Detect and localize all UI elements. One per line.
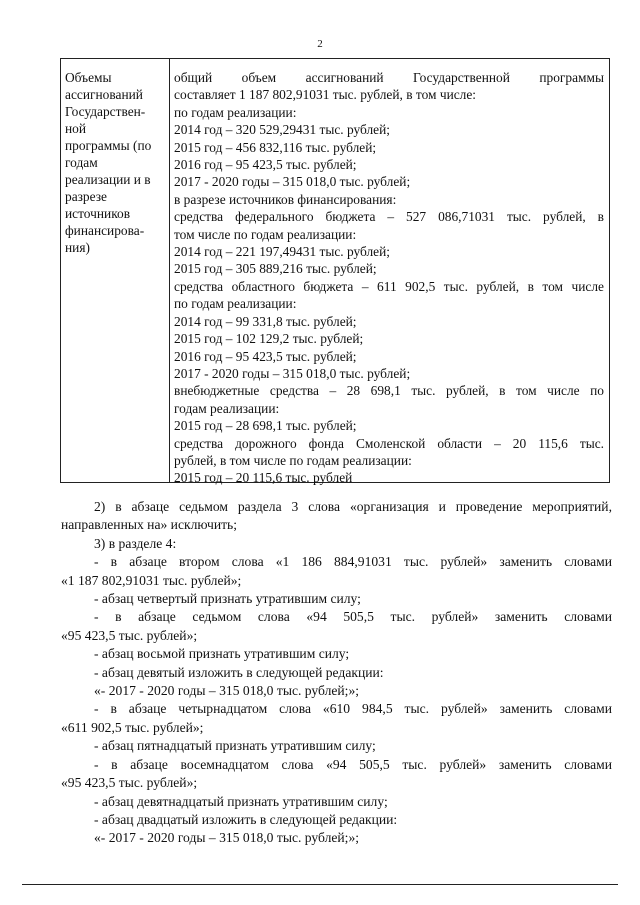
right-cell-line: том числе по годам реализации: [174,226,357,242]
right-cell-line: по годам реализации: [174,104,297,120]
left-cell-line: ния) [65,240,90,255]
left-cell-line: источников [65,206,131,221]
paragraph-line: - в абзаце седьмом слова «94 505,5 тыс. рублей» заменить словами [94,609,612,625]
left-cell-line: годам [65,155,98,170]
paragraph-line: - в абзаце втором слова «1 186 884,91031 тыс. рублей» заменить словами [94,554,612,570]
right-cell-line: средства областного бюджета – 611 902,5 тыс. рублей, в том числе [174,278,604,294]
right-cell-line: 2015 год – 305 889,216 тыс. рублей; [174,261,377,277]
right-cell-line: 2014 год – 320 529,29431 тыс. рублей; [174,122,391,138]
paragraph-line: «- 2017 - 2020 годы – 315 018,0 тыс. рублей;»; [94,830,360,846]
right-cell-line: 2016 год – 95 423,5 тыс. рублей; [174,157,357,173]
right-cell-line: годам реализации: [174,400,280,416]
paragraph-line: направленных на» исключить; [61,517,238,533]
paragraph-line: - в абзаце четырнадцатом слова «610 984,5 тыс. рублей» заменить словами [94,701,612,717]
paragraph-line: - абзац пятнадцатый признать утратившим силу; [94,738,376,754]
paragraph-line: - абзац четвертый признать утратившим силу; [94,591,361,607]
table-right-cell [174,69,604,487]
left-cell-line: реализации и в [65,172,151,187]
right-cell-line: рублей, в том числе по годам реализации: [174,452,412,468]
right-cell-line: 2015 год – 20 115,6 тыс. рублей [174,470,353,486]
left-cell-line: Государствен- [65,104,146,119]
right-cell-line: внебюджетные средства – 28 698,1 тыс. рублей, в том числе по [174,383,604,399]
funding-table [60,58,610,486]
paragraph-line: «611 902,5 тыс. рублей»; [61,719,204,735]
table-left-cell [65,69,169,256]
left-cell-line: разрезе [65,189,107,204]
left-cell-line: Объемы [65,70,112,85]
right-cell-line: 2014 год – 99 331,8 тыс. рублей; [174,313,357,329]
right-cell-line: 2015 год – 28 698,1 тыс. рублей; [174,418,357,434]
left-cell-line: ной [65,121,87,136]
left-cell-line: программы (по [65,138,152,153]
right-cell-line: общий объем ассигнований Государственной программы [174,70,604,85]
paragraph-line: 2) в абзаце седьмом раздела 3 слова «организация и проведение мероприятий, [94,499,612,514]
page-bottom-rule [22,884,618,885]
right-cell-line: 2015 год – 102 129,2 тыс. рублей; [174,331,364,347]
right-cell-line: по годам реализации: [174,296,297,312]
left-cell-line: финансирова- [65,223,145,238]
paragraph-line: - абзац двадцатый изложить в следующей редакции: [94,811,398,827]
paragraph-line: - абзац девятнадцатый признать утратившим силу; [94,793,388,809]
right-cell-line: средства дорожного фонда Смоленской области – 20 115,6 тыс. [174,435,604,451]
paragraph-line: - абзац девятый изложить в следующей редакции: [94,664,384,680]
amendments-text [61,498,612,848]
right-cell-line: 2014 год – 221 197,49431 тыс. рублей; [174,244,391,260]
right-cell-line: 2015 год – 456 832,116 тыс. рублей; [174,139,377,155]
right-cell-line: 2017 - 2020 годы – 315 018,0 тыс. рублей; [174,365,411,381]
right-cell-line: средства федерального бюджета – 527 086,71031 тыс. рублей, в [174,209,604,225]
paragraph-line: 3) в разделе 4: [94,535,177,551]
right-cell-line: в разрезе источников финансирования: [174,191,397,207]
paragraph-line: - абзац восьмой признать утратившим силу; [94,646,350,662]
paragraph-line: - в абзаце восемнадцатом слова «94 505,5 тыс. рублей» заменить словами [94,756,612,772]
page-number: 2 [317,38,323,50]
right-cell-line: 2016 год – 95 423,5 тыс. рублей; [174,348,357,364]
paragraph-line: «95 423,5 тыс. рублей»; [61,627,198,643]
paragraph-line: «- 2017 - 2020 годы – 315 018,0 тыс. рублей;»; [94,683,360,699]
table-column-divider [169,59,170,482]
paragraph-line: «1 187 802,91031 тыс. рублей»; [61,572,242,588]
paragraph-line: «95 423,5 тыс. рублей»; [61,775,198,791]
right-cell-line: составляет 1 187 802,91031 тыс. рублей, в том числе: [174,87,477,103]
left-cell-line: ассигнований [65,87,143,102]
right-cell-line: 2017 - 2020 годы – 315 018,0 тыс. рублей; [174,174,411,190]
